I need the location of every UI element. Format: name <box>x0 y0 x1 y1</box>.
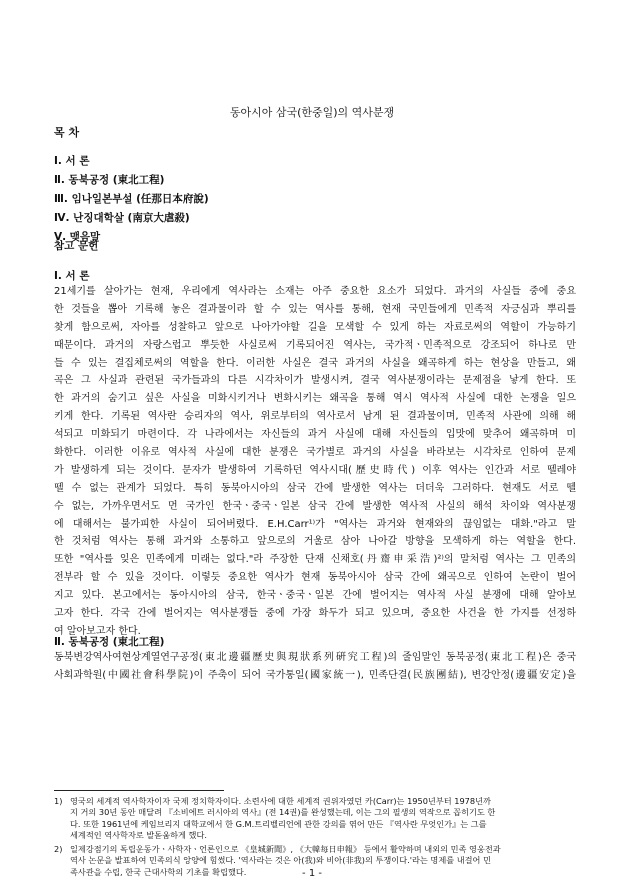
footnote-line: 일제강점기의 독립운동가ㆍ사학자ㆍ언론인으로 《皇城新聞》, 《大韓每日申報》 등에서 활약하며 내외의 민족 영웅전과 <box>70 844 501 854</box>
footnote-separator <box>54 790 224 791</box>
text-line: 에 대해서는 불가피한 사실이 되어버렸다. E.H.Carr¹⁾가 "역사는 과거와 현재와의 끊임없는 대화."라고 말 <box>54 518 576 530</box>
toc-item-intro: Ⅰ. 서 론 <box>54 155 90 167</box>
northeast-project-heading: Ⅱ. 동북공정 (東北工程) <box>54 636 165 648</box>
text-line: 한 것들을 뽑아 기록해 놓은 결과물이라 할 수 있는 역사를 통해, 현재 국민들에게 민족적 자긍심과 뿌리를 <box>54 303 576 315</box>
text-line: 고자 한다. 각국 간에 벌어지는 역사분쟁들 중에 가장 화두가 되고 있으며, 중요한 사건을 한 가지를 선정하 <box>54 608 576 620</box>
document-title: 동아시아 삼국(한중일)의 역사분쟁 <box>229 106 395 119</box>
footnote-number: 1) <box>54 796 63 806</box>
text-line: 화한다. 이러한 이유로 역사적 사실에 대한 분쟁은 국가별로 과거의 사실을 바라보는 시각차로 인하여 문제 <box>54 447 576 459</box>
intro-paragraph <box>54 283 576 641</box>
toc-heading: 목 차 <box>54 126 80 139</box>
text-line: 사회과학원(中國社會科學院)이 주축이 되어 국가통일(國家統一), 민족단결(民族團結), 변강안정(邊疆安定)을 <box>54 669 576 681</box>
footnote-number: 2) <box>54 844 63 854</box>
text-line: 석되고 미화되기 마련이다. 각 나라에서는 자신들의 과거 사실에 대해 자신들의 입맛에 맞추어 왜곡하며 미 <box>54 429 576 441</box>
intro-heading: Ⅰ. 서 론 <box>54 270 90 282</box>
text-line: 여 알아보고자 한다. <box>54 625 141 637</box>
footnote-line: 세계적인 역사학자로 발돋움하게 했다. <box>70 830 207 841</box>
text-line: 지고 있다. 본고에서는 동아시아의 삼국, 한국ㆍ중국ㆍ일본 간에 벌어지는 역사적 사실 분쟁에 대해 알아보 <box>54 590 576 602</box>
text-line: 한 과거의 숨기고 싶은 사실을 미화시키거나 변화시키는 왜곡을 통해 역시 역사적 사실에 대한 논쟁을 일으 <box>54 393 576 405</box>
toc-item-mimana: Ⅲ. 임나일본부설 (任那日本府說) <box>54 193 209 205</box>
text-line: 뗄 수 없는 관계가 되었다. 특히 동북아시아의 삼국 간에 발생한 역사는 더더욱 그러하다. 현재도 서로 뗄 <box>54 482 576 494</box>
text-line: 때문이다. 과거의 자랑스럽고 뿌듯한 사실로써 기록되어진 역사는, 국가적ㆍ민족적으로 강조되어 하나로 만 <box>54 339 576 351</box>
northeast-project-paragraph <box>54 649 576 685</box>
toc-item-conclusion: Ⅴ. 맺음말 <box>54 231 101 243</box>
text-line: 찾게 함으로써, 자아를 성찰하고 앞으로 나아가야할 길을 모색할 수 있게 하는 자료로써의 역할이 가능하기 <box>54 321 576 333</box>
text-line: 가 발생하게 되는 것이다. 문자가 발생하여 기록하던 역사시대(歷史時代) 이후 역사는 인간과 서로 뗄레야 <box>54 464 576 476</box>
text-line: 들 수 있는 결집체로써의 역할을 한다. 이러한 사실은 결국 과거의 사실을 왜곡하게 하는 현상을 만들고, 왜 <box>54 357 576 369</box>
text-line: 곡은 그 사실과 관련된 국가들과의 다른 시각차이가 발생시켜, 결국 역사분쟁이라는 문제점을 낳게 한다. 또 <box>54 375 576 387</box>
text-line: 한 것처럼 역사는 통해 과거와 소통하고 앞으로의 거울로 삼아 나아갈 방향을 모색하게 하는 역할을 한다. <box>54 536 576 548</box>
text-line: 키게 한다. 기록된 역사란 승리자의 역사, 위로부터의 역사로서 남게 된 결과물이며, 민족적 사관에 의해 해 <box>54 411 576 423</box>
footnote-line: 영국의 세계적 역사학자이자 국제 정치학자이다. 소련사에 대한 세계적 권위자였던 카(Carr)는 1950년부터 1978년까 <box>70 796 491 806</box>
toc-item-northeast-project: Ⅱ. 동북공정 (東北工程) <box>54 174 165 186</box>
footnote-line: 지 거의 30년 동안 매달려 『소비에트 러시아의 역사』(전 14권)를 완성했는데, 이는 그의 필생의 역작으로 꼽히기도 한 <box>70 807 496 818</box>
toc-item-nanjing: Ⅳ. 난징대학살 (南京大虐殺) <box>54 212 190 224</box>
text-line: 수 없는, 가까우면서도 먼 국가인 한국ㆍ중국ㆍ일본 삼국 간에 발생한 역사적 사실의 해석 차이와 역사분쟁 <box>54 500 576 512</box>
page-number: - 1 - <box>302 868 322 879</box>
footnote-line: 족사관을 수립, 한국 근대사학의 기초를 확립했다. <box>70 866 247 877</box>
footnote-line: 역사 논문을 발표하여 민족의식 앙양에 힘썼다. '역사라는 것은 아(我)와 비아(非我)의 투쟁이다.'라는 명제를 내걸어 민 <box>70 855 491 866</box>
footnote-1 <box>54 796 576 842</box>
toc-references: 참고 문헌 <box>54 240 99 252</box>
text-line: 또한 "역사를 잊은 민족에게 미래는 없다."라 주장한 단재 신채호(丹齋申采浩)²⁾의 말처럼 역사는 그 민족의 <box>54 554 576 566</box>
text-line: 전부라 할 수 있을 것이다. 이렇듯 중요한 역사가 현재 동북아시아 삼국 간에 왜곡으로 인하여 논란이 벌어 <box>54 572 576 584</box>
text-line: 동북변강역사여현상계열연구공정(東北邊疆歷史與現狀系列硏究工程)의 줄임말인 동북공정(東北工程)은 중국 <box>54 652 576 663</box>
text-line: 21세기를 살아가는 현재, 우리에게 역사라는 소재는 아주 중요한 요소가 되었다. 과거의 사실들 중에 중요 <box>54 286 576 297</box>
table-of-contents <box>54 152 209 247</box>
footnote-line: 다. 또한 1961년에 케임브리지 대학교에서 한 G.M.트리벨리언에 관한 강의를 엮어 만든 『역사란 무엇인가』는 그를 <box>70 818 487 829</box>
